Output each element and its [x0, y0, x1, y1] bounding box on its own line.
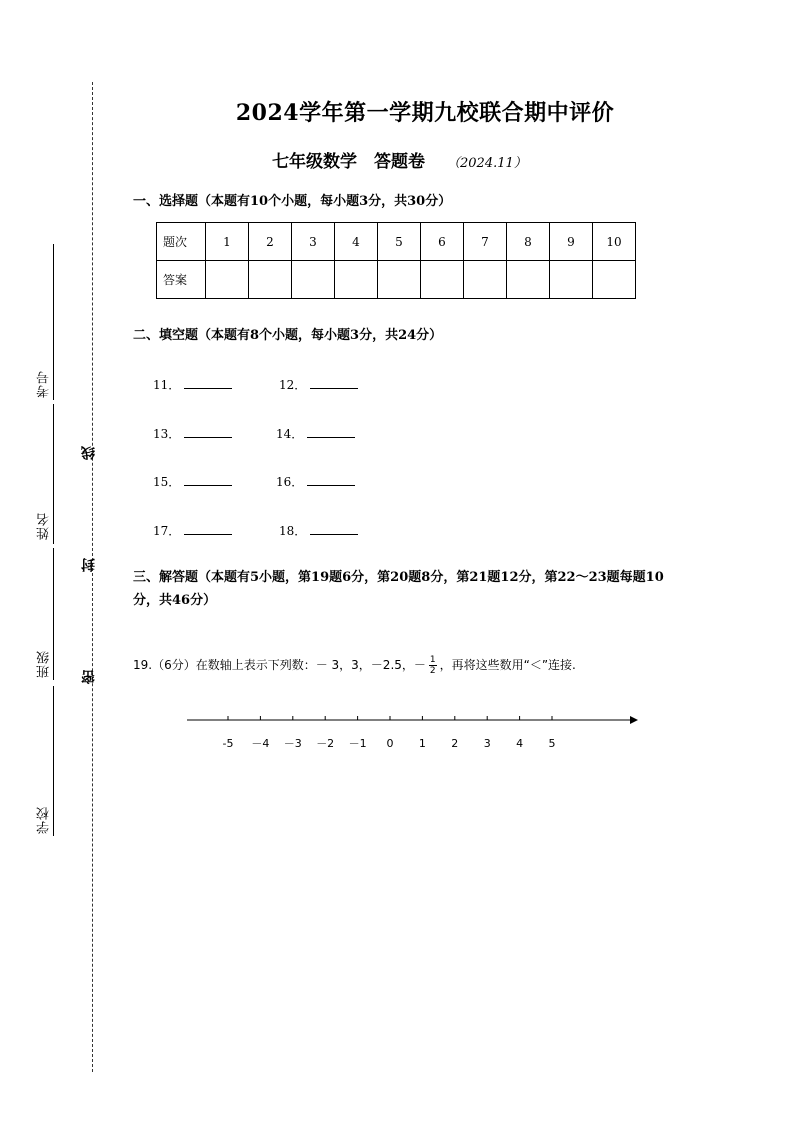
question-number: 7 [464, 223, 507, 261]
blank-18 [279, 522, 358, 539]
tick-label: －1 [348, 737, 367, 750]
question-number: 6 [421, 223, 464, 261]
number-line [180, 705, 650, 761]
blank-13 [153, 425, 232, 442]
question-number: 10 [593, 223, 636, 261]
school-label: 学校 [37, 806, 52, 834]
question-19 [133, 655, 576, 676]
answer-cell[interactable] [335, 261, 378, 299]
question-number: 8 [507, 223, 550, 261]
table-row-numbers [157, 223, 636, 261]
fraction-one-half [429, 655, 437, 676]
row-head-number: 题次 [157, 223, 206, 261]
seal-char-secret: 密 [81, 670, 97, 684]
exam-number-label: 考号 [37, 370, 52, 398]
name-label: 姓名 [37, 512, 52, 540]
arrow-right-icon [630, 716, 638, 724]
q19-text-after: ，再将这些数用“＜”连接. [439, 658, 576, 672]
blank-15 [153, 473, 232, 490]
blank-number: 18． [279, 524, 307, 538]
answer-table [156, 222, 636, 299]
section3-heading-line1: 三、解答题（本题有5小题，第19题6分，第20题8分，第21题12分，第22～23题每题10 [133, 570, 664, 585]
question-number: 5 [378, 223, 421, 261]
tick-label: 4 [516, 737, 524, 750]
question-number: 3 [292, 223, 335, 261]
question-number: 4 [335, 223, 378, 261]
seal-char-seal: 封 [81, 558, 97, 572]
blank-number: 12． [279, 378, 307, 392]
class-label: 班级 [37, 650, 52, 678]
row-head-answer: 答案 [157, 261, 206, 299]
page-title: 2024学年第一学期九校联合期中评价 [235, 100, 615, 126]
blank-11 [153, 376, 232, 393]
q19-text-before: 19.（6分）在数轴上表示下列数：－ 3，3，－2.5，－ [133, 658, 426, 672]
tick-label: 2 [451, 737, 459, 750]
exam-number-field[interactable] [53, 244, 54, 400]
blank-number: 17． [153, 524, 181, 538]
tick-label: 0 [386, 737, 394, 750]
fraction-numerator: 1 [429, 655, 436, 665]
fraction-denominator: 2 [429, 666, 436, 676]
page-subtitle [272, 147, 527, 172]
answer-cell[interactable] [378, 261, 421, 299]
section1-heading: 一、选择题（本题有10个小题，每小题3分，共30分） [133, 194, 452, 209]
question-number: 2 [249, 223, 292, 261]
tick-label: 3 [483, 737, 491, 750]
answer-cell[interactable] [550, 261, 593, 299]
question-number: 9 [550, 223, 593, 261]
tick-label: －3 [283, 737, 302, 750]
tick-label: －2 [316, 737, 335, 750]
blank-17 [153, 522, 232, 539]
blank-number: 15． [153, 475, 181, 489]
name-field[interactable] [53, 404, 54, 544]
answer-blank-line[interactable] [184, 377, 232, 389]
subtitle-text: 七年级数学 答题卷 [272, 152, 425, 172]
number-line-svg [180, 705, 650, 757]
answer-cell[interactable] [292, 261, 335, 299]
table-row-answers [157, 261, 636, 299]
blank-12 [279, 376, 358, 393]
tick-label: －4 [251, 737, 270, 750]
blank-number: 16． [276, 475, 304, 489]
answer-cell[interactable] [593, 261, 636, 299]
section2-heading: 二、填空题（本题有8个小题，每小题3分，共24分） [133, 328, 443, 343]
answer-blank-line[interactable] [184, 523, 232, 535]
blank-14 [276, 425, 355, 442]
exam-date: （2024.11） [447, 156, 527, 171]
blank-number: 11． [153, 378, 181, 392]
blank-number: 13． [153, 427, 181, 441]
answer-blank-line[interactable] [310, 377, 358, 389]
section3-heading-line2: 分，共46分） [133, 593, 217, 608]
binding-cut-line [92, 82, 93, 1072]
answer-blank-line[interactable] [184, 426, 232, 438]
answer-cell[interactable] [464, 261, 507, 299]
answer-cell[interactable] [421, 261, 464, 299]
answer-cell[interactable] [206, 261, 249, 299]
tick-label: 5 [548, 737, 556, 750]
school-field[interactable] [53, 686, 54, 836]
blank-number: 14． [276, 427, 304, 441]
answer-blank-line[interactable] [184, 474, 232, 486]
tick-label: 1 [418, 737, 426, 750]
answer-cell[interactable] [249, 261, 292, 299]
tick-label: -5 [222, 737, 234, 750]
question-number: 1 [206, 223, 249, 261]
answer-cell[interactable] [507, 261, 550, 299]
answer-blank-line[interactable] [307, 426, 355, 438]
seal-char-line: 线 [81, 446, 97, 460]
blank-16 [276, 473, 355, 490]
class-field[interactable] [53, 548, 54, 680]
answer-blank-line[interactable] [307, 474, 355, 486]
answer-blank-line[interactable] [310, 523, 358, 535]
